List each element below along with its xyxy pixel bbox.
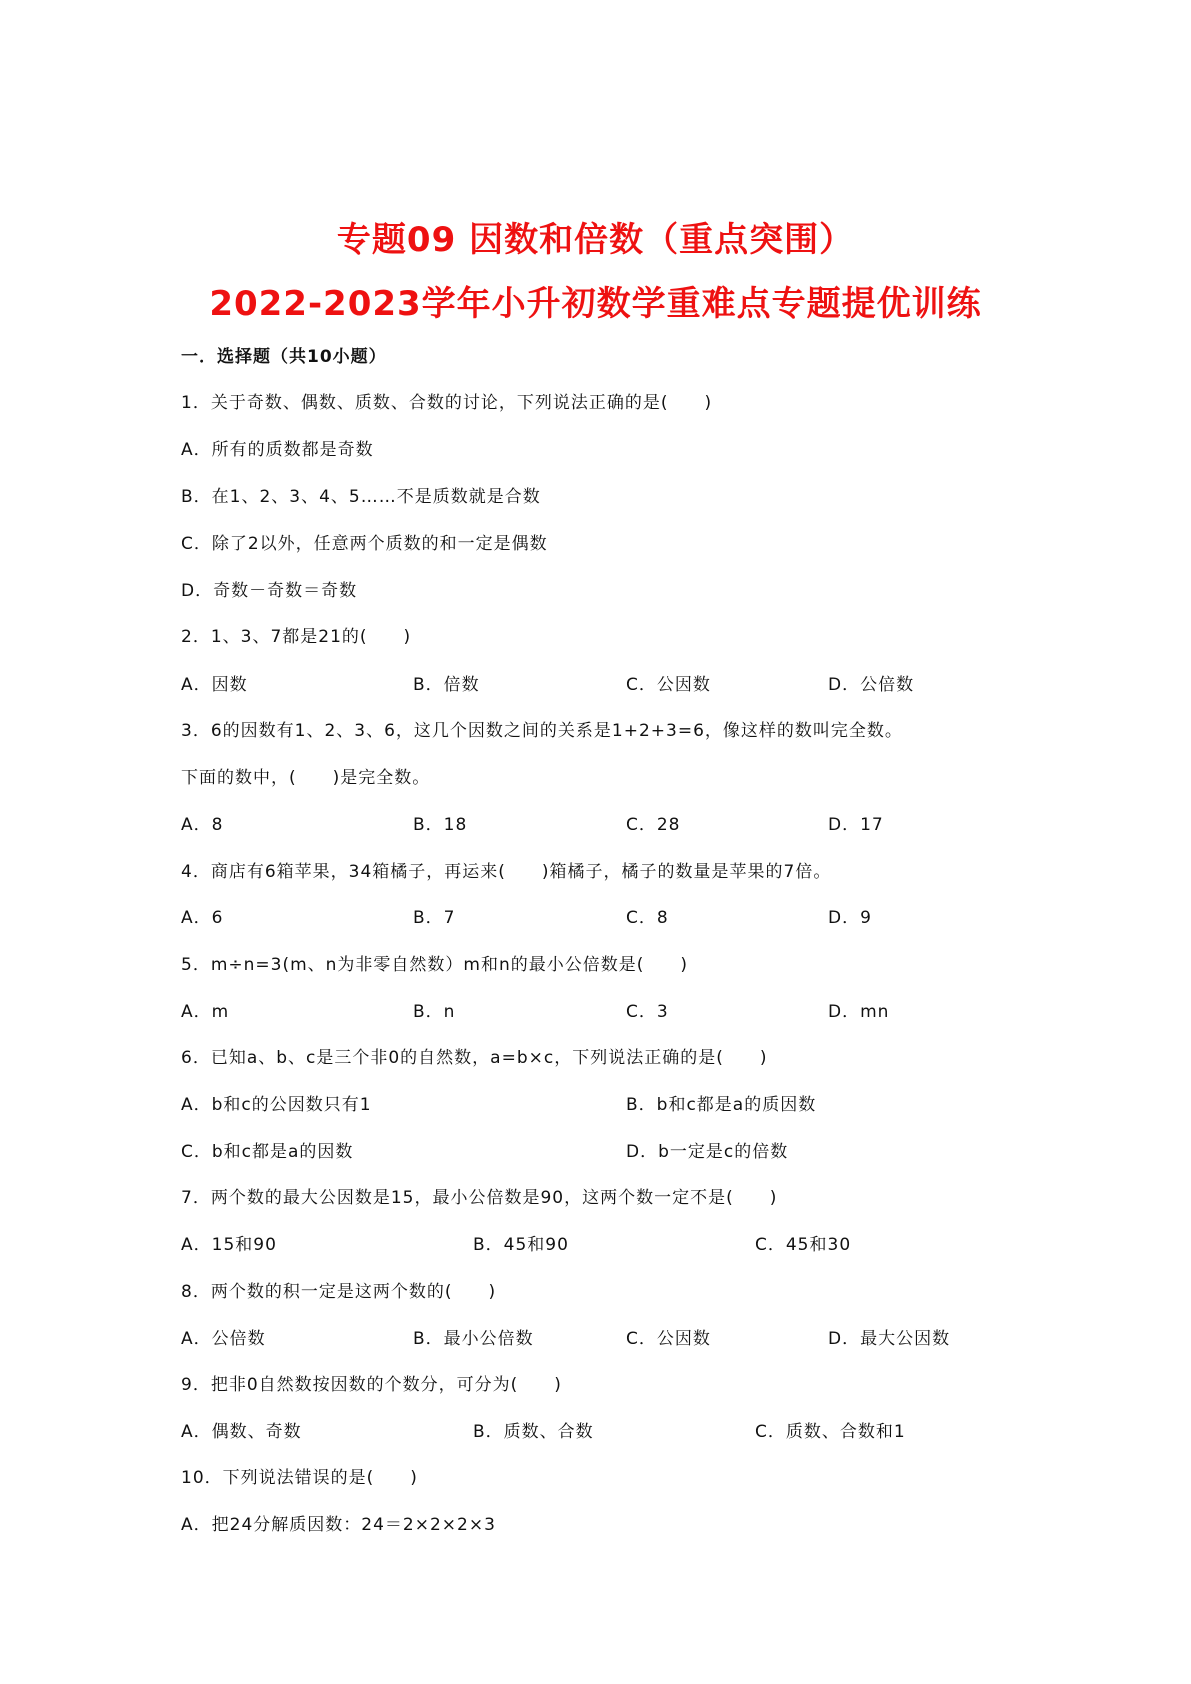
question-9-option-a: A．偶数、奇数: [181, 1422, 302, 1442]
question-4-option-c: C．8: [626, 908, 669, 928]
page-title: 专题09 因数和倍数（重点突围）: [336, 220, 855, 260]
question-8-option-c: C．公因数: [626, 1329, 711, 1349]
question-3-stem: 3．6的因数有1、2、3、6，这几个因数之间的关系是1+2+3=6，像这样的数叫完全数。: [181, 721, 903, 741]
question-5-stem: 5．m÷n=3(m、n为非零自然数）m和n的最小公倍数是( ): [181, 955, 689, 975]
question-7-option-c: C．45和30: [755, 1235, 852, 1255]
question-1-option-b: B．在1、2、3、4、5……不是质数就是合数: [181, 487, 541, 507]
question-3-stem-continued: 下面的数中，( )是完全数。: [181, 768, 431, 788]
question-4-option-a: A．6: [181, 908, 224, 928]
question-6-option-d: D．b一定是c的倍数: [626, 1142, 789, 1162]
question-9-option-b: B．质数、合数: [473, 1422, 594, 1442]
page-subtitle: 2022-2023学年小升初数学重难点专题提优训练: [209, 284, 982, 324]
question-5-option-c: C．3: [626, 1002, 669, 1022]
question-10-stem: 10．下列说法错误的是( ): [181, 1468, 418, 1488]
question-2-option-d: D．公倍数: [828, 675, 915, 695]
question-3-option-d: D．17: [828, 815, 884, 835]
question-5-option-b: B．n: [413, 1002, 456, 1022]
question-8-option-a: A．公倍数: [181, 1329, 266, 1349]
question-9-option-c: C．质数、合数和1: [755, 1422, 906, 1442]
question-5-option-a: A．m: [181, 1002, 230, 1022]
question-3-option-b: B．18: [413, 815, 468, 835]
question-6-option-a: A．b和c的公因数只有1: [181, 1095, 372, 1115]
question-1-option-d: D．奇数－奇数＝奇数: [181, 581, 358, 601]
question-8-option-d: D．最大公因数: [828, 1329, 951, 1349]
question-1-option-a: A．所有的质数都是奇数: [181, 440, 374, 460]
question-8-stem: 8．两个数的积一定是这两个数的( ): [181, 1282, 497, 1302]
question-6-option-c: C．b和c都是a的因数: [181, 1142, 354, 1162]
question-2-option-b: B．倍数: [413, 675, 480, 695]
question-3-option-c: C．28: [626, 815, 681, 835]
question-4-stem: 4．商店有6箱苹果，34箱橘子，再运来( )箱橘子，橘子的数量是苹果的7倍。: [181, 862, 832, 882]
question-10-option-a: A．把24分解质因数：24＝2×2×2×3: [181, 1515, 496, 1535]
question-1-option-c: C．除了2以外，任意两个质数的和一定是偶数: [181, 534, 548, 554]
question-7-option-b: B．45和90: [473, 1235, 569, 1255]
question-2-stem: 2．1、3、7都是21的( ): [181, 627, 412, 647]
question-7-stem: 7．两个数的最大公因数是15，最小公倍数是90，这两个数一定不是( ): [181, 1188, 778, 1208]
question-7-option-a: A．15和90: [181, 1235, 277, 1255]
question-1-stem: 1．关于奇数、偶数、质数、合数的讨论，下列说法正确的是( ): [181, 393, 713, 413]
question-2-option-a: A．因数: [181, 675, 248, 695]
question-6-stem: 6．已知a、b、c是三个非0的自然数，a=b×c，下列说法正确的是( ): [181, 1048, 768, 1068]
question-4-option-d: D．9: [828, 908, 872, 928]
question-9-stem: 9．把非0自然数按因数的个数分，可分为( ): [181, 1375, 562, 1395]
section-heading: 一．选择题（共10小题）: [181, 347, 387, 367]
question-6-option-b: B．b和c都是a的质因数: [626, 1095, 817, 1115]
question-8-option-b: B．最小公倍数: [413, 1329, 534, 1349]
question-2-option-c: C．公因数: [626, 675, 711, 695]
question-4-option-b: B．7: [413, 908, 456, 928]
question-5-option-d: D．mn: [828, 1002, 890, 1022]
question-3-option-a: A．8: [181, 815, 224, 835]
